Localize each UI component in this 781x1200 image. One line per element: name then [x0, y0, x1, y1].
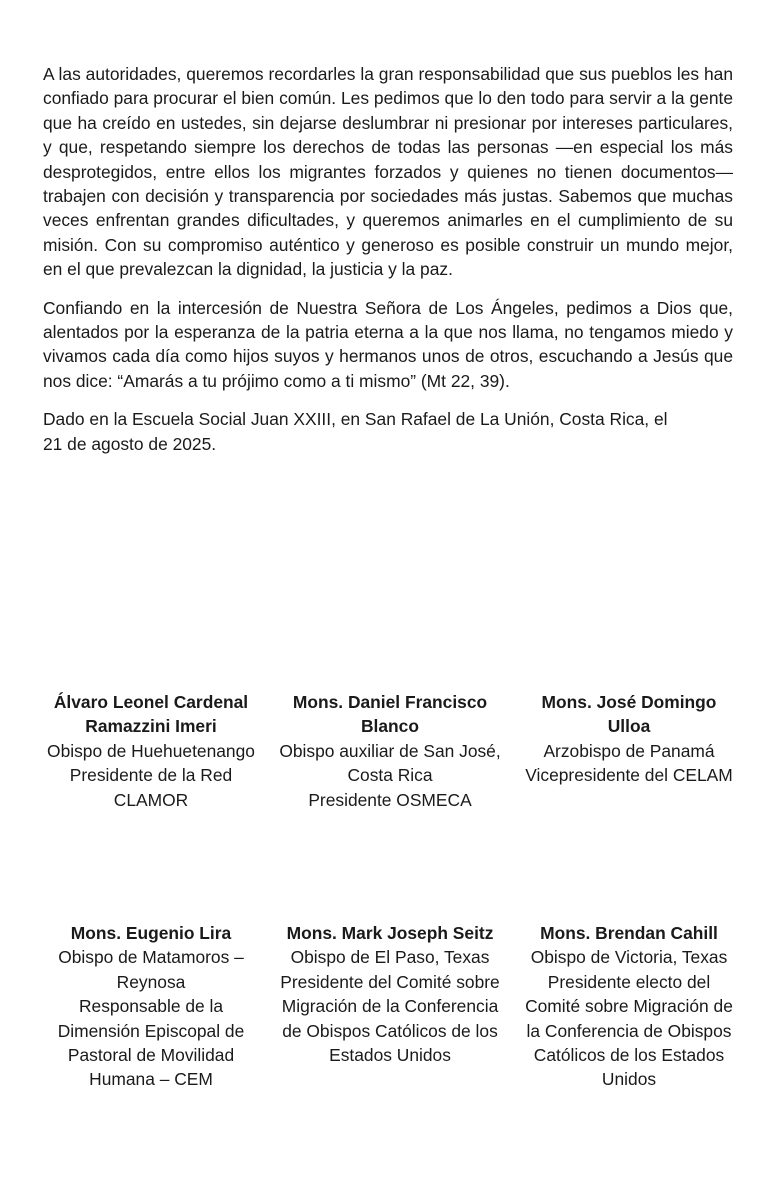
signatories-row-2	[40, 921, 740, 1092]
closing-date: 21 de agosto de 2025.	[43, 433, 217, 454]
signatory-blanco	[279, 690, 501, 812]
signatory-role: Obispo de Matamoros – Reynosa	[58, 947, 244, 992]
signatory-role: Presidente OSMECA	[308, 789, 472, 810]
signatory-role: Vicepresidente del CELAM	[525, 765, 733, 786]
body-text	[43, 62, 733, 470]
closing-statement	[43, 407, 733, 456]
signatory-name: Mons. Brendan Cahill	[540, 923, 718, 943]
signatory-role: Responsable de la Dimensión Episcopal de Pastoral de Movilidad Humana – CEM	[57, 996, 245, 1090]
paragraph-intercession: Confiando en la intercesión de Nuestra Señora de Los Ángeles, pedimos a Dios que, alentados por la esperanza de la patria eterna a la que nos llama, no tengamos miedo y vivamos cada día como hijos suyos y hermanos unos de otros, escuchando a Jesús que nos dice: “Amarás a tu prójimo como a ti mismo” (Mt 22, 39).	[43, 297, 733, 391]
signatory-role: Presidente electo del Comité sobre Migración de la Conferencia de Obispos Católicos de los Estados Unidos	[525, 971, 733, 1090]
signatory-role: Obispo auxiliar de San José, Costa Rica	[279, 740, 501, 786]
signatory-lira	[40, 921, 262, 1092]
signatory-cahill	[518, 921, 740, 1092]
signatory-role: Obispo de El Paso, Texas	[290, 947, 490, 968]
signatory-name: Mons. Daniel Francisco Blanco	[292, 692, 488, 737]
signatory-name: Mons. José Domingo Ulloa	[541, 692, 717, 737]
signatory-name: Mons. Mark Joseph Seitz	[286, 923, 494, 943]
signatory-role: Arzobispo de Panamá	[543, 740, 715, 761]
signatory-role: Presidente del Comité sobre Migración de la Conferencia de Obispos Católicos de los Estados Unidos	[280, 971, 500, 1066]
signatory-seitz	[279, 921, 501, 1092]
signatory-role: Obispo de Huehuetenango	[47, 740, 255, 761]
signatory-role: Presidente de la Red CLAMOR	[69, 765, 233, 810]
paragraph-authorities: A las autoridades, queremos recordarles la gran responsabilidad que sus pueblos les han confiado para procurar el bien común. Les pedimos que lo den todo para servir a la gente que ha creído en ustedes, sin dejarse deslumbrar ni presionar por intereses particulares, y que, respetando siempre los derechos de todas las personas —en especial los más desprotegidos, entre ellos los migrantes forzados y quienes no tienen documentos— trabajen con decisión y transparencia por sociedades más justas. Sabemos que muchas veces enfrentan grandes dificultades, y queremos animarles en el cumplimiento de su misión. Con su compromiso auténtico y generoso es posible construir un mundo mejor, en el que prevalezcan la dignidad, la justicia y la paz.	[43, 64, 733, 280]
signatory-ramazzini	[40, 690, 262, 812]
closing-place: Dado en la Escuela Social Juan XXIII, en San Rafael de La Unión, Costa Rica, el	[43, 409, 668, 430]
signatory-role: Obispo de Victoria, Texas	[530, 947, 728, 968]
signatory-name: Mons. Eugenio Lira	[70, 923, 232, 943]
signatory-ulloa	[518, 690, 740, 812]
signatories-row-1	[40, 690, 740, 812]
signatory-name: Álvaro Leonel Cardenal Ramazzini Imeri	[53, 692, 249, 737]
